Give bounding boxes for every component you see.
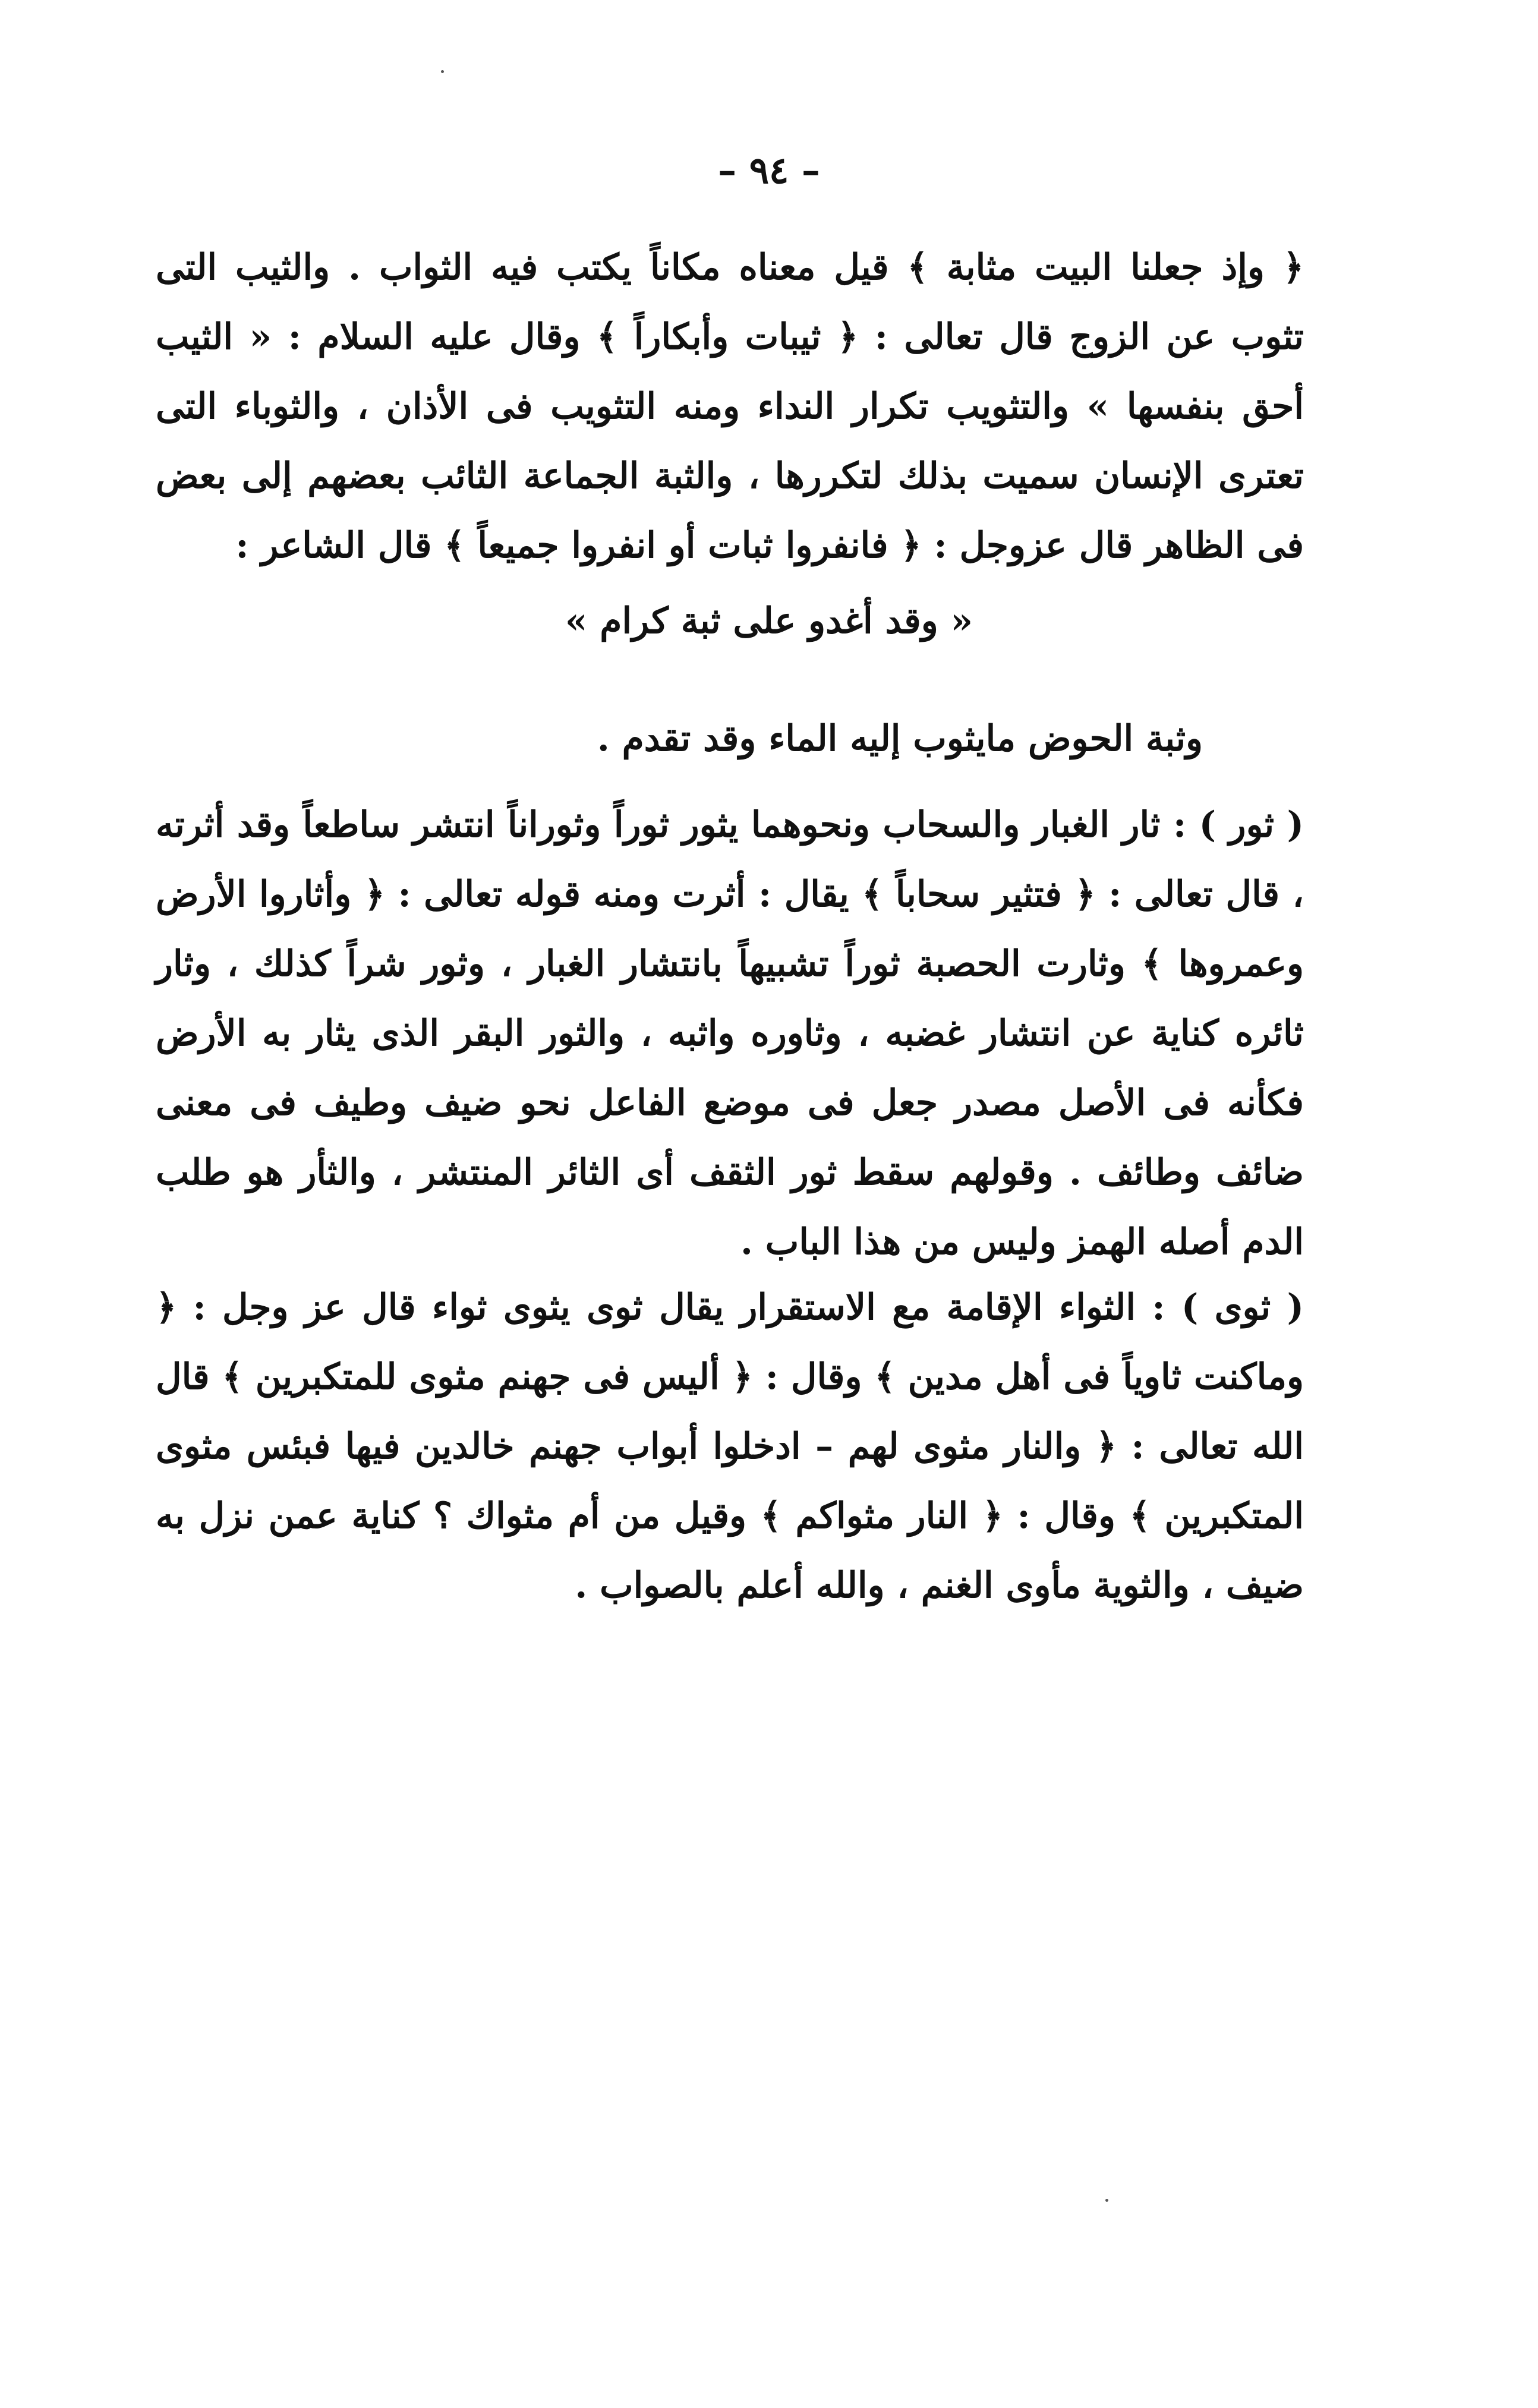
scan-speck: [441, 70, 444, 73]
paragraph-text: ( ثوى ) : الثواء الإقامة مع الاستقرار يقال ثوى يثوى ثواء قال عز وجل : ﴿ وماكنت ثاوياً فى أهل مدين ﴾ وقال : ﴿ أليس فى جهنم مثوى للمتكبرين ﴾ قال الله تعالى : ﴿ والنار مثوى لهم – ادخلوا أبواب جهنم خالدين فيها فبئس مثوى المتكبرين ﴾ وقال : ﴿ النار مثواكم ﴾ وقيل من أم مثواك ؟ كناية عمن نزل به ضيف ، والثوية مأوى الغنم ، والله أعلم بالصواب .: [156, 1287, 1304, 1606]
poetry-verse: « وقد أغدو على ثبة كرام »: [565, 600, 973, 642]
paragraph-text: ﴿ وإذ جعلنا البيت مثابة ﴾ قيل معناه مكاناً يكتب فيه الثواب . والثيب التى تثوب عن الزوج قال تعالى : ﴿ ثيبات وأبكاراً ﴾ وقال عليه السلام : « الثيب أحق بنفسها » والتثويب تكرار النداء ومنه التثويب فى الأذان ، والثوباء التى تعترى الإنسان سميت بذلك لتكررها ، والثبة الجماعة الثائب بعضهم إلى بعض فى الظاهر قال عزوجل : ﴿ فانفروا ثبات أو انفروا جميعاً ﴾ قال الشاعر :: [156, 247, 1304, 566]
paragraph-thawab: [156, 233, 1304, 581]
entry-thawr: [156, 790, 1304, 1277]
paragraph-thubat-al-hawd: وثبة الحوض مايثوب إليه الماء وقد تقدم .: [597, 718, 1203, 759]
scan-speck: [1105, 2199, 1108, 2202]
page-number: – ٩٤ –: [718, 149, 820, 192]
paragraph-text: ( ثور ) : ثار الغبار والسحاب ونحوهما يثور ثوراً وثوراناً انتشر ساطعاً وقد أثرته ، قال تعالى : ﴿ فتثير سحاباً ﴾ يقال : أثرت ومنه قوله تعالى : ﴿ وأثاروا الأرض وعمروها ﴾ وثارت الحصبة ثوراً تشبيهاً بانتشار الغبار ، وثور شراً كذلك ، وثار ثائره كناية عن انتشار غضبه ، وثاوره واثبه ، والثور البقر الذى يثار به الأرض فكأنه فى الأصل مصدر جعل فى موضع الفاعل نحو ضيف وطيف فى معنى ضائف وطائف . وقولهم سقط ثور الثقف أى الثائر المنتشر ، والثأر هو طلب الدم أصله الهمز وليس من هذا الباب .: [156, 804, 1304, 1263]
entry-thawa: [156, 1273, 1304, 1621]
